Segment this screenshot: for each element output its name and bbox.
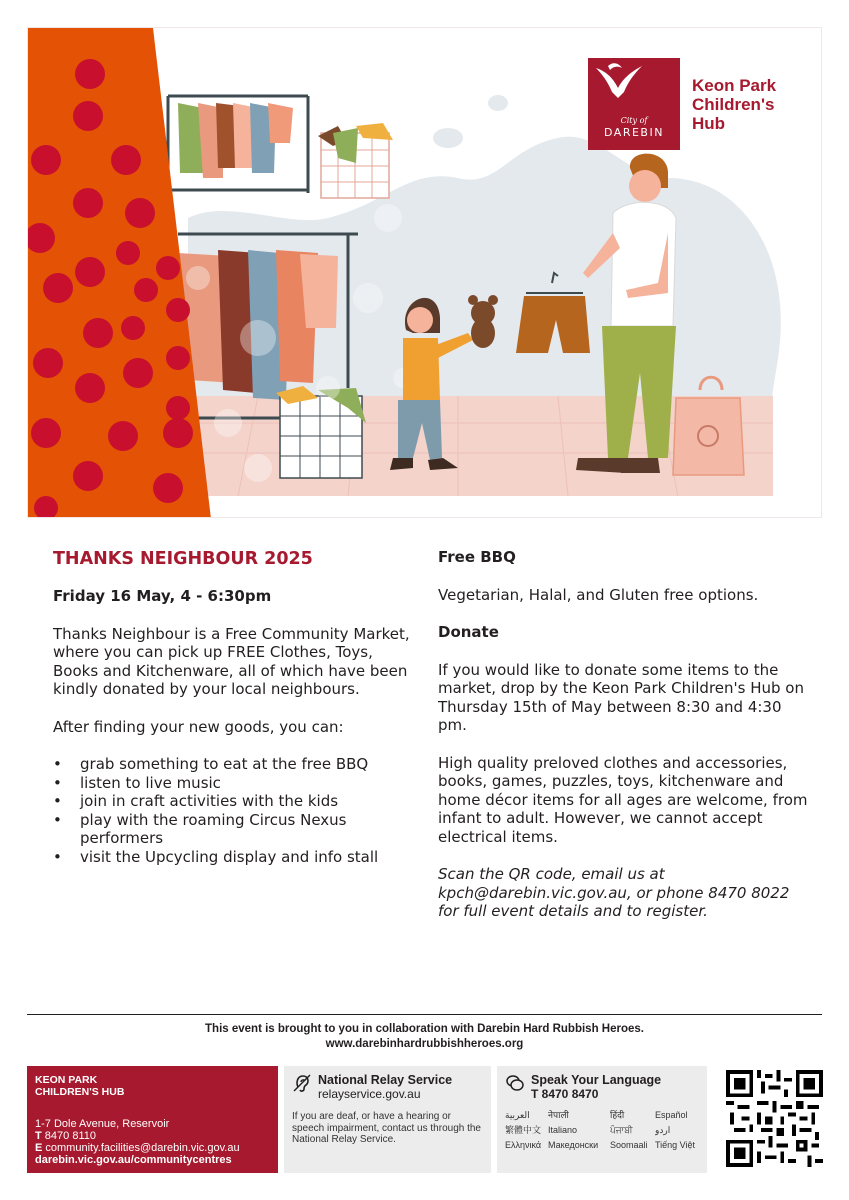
bbq-heading: Free BBQ [438, 548, 516, 566]
language-title: Speak Your Language [531, 1073, 662, 1087]
collaboration-text: This event is brought to you in collaboration with Darebin Hard Rubbish Heroes. [205, 1023, 644, 1035]
activities-intro: After finding your new goods, you can: [53, 717, 344, 736]
hub-contact-details [35, 1118, 270, 1166]
contact-call-to-action: Scan the QR code, email us at kpch@darebin.vic.gov.au, or phone 8470 8022 for full event details and to register. [438, 865, 790, 920]
list-item: • join in craft activities with the kids [53, 792, 413, 811]
relay-title: National Relay Service [318, 1073, 453, 1087]
speech-bubbles-icon [505, 1073, 525, 1093]
relay-description: If you are deaf, or have a hearing or speech impairment, contact us through the National Relay Service. [292, 1111, 481, 1145]
language-item: Tiếng Việt [655, 1140, 696, 1150]
venue-name-line: Hub [692, 113, 726, 133]
language-item: Ελληνικά [505, 1140, 542, 1150]
donate-heading: Donate [438, 623, 499, 641]
donate-text: If you would like to donate some items to the market, drop by the Keon Park Children's Hub on Thursday 15th of May between 8:30 and 4:30 pm. [438, 660, 804, 734]
relay-header [292, 1073, 483, 1101]
language-item: العربية [505, 1110, 530, 1120]
list-item: • listen to live music [53, 774, 413, 793]
activities-list [53, 755, 413, 866]
language-item: नेपाली [548, 1110, 569, 1120]
language-item: Español [655, 1110, 688, 1120]
hub-phone-row [35, 1130, 270, 1142]
hub-contact-block [27, 1066, 278, 1173]
hub-name-line: KEON PARK [35, 1074, 98, 1086]
language-list [505, 1110, 699, 1151]
event-date-time: Friday 16 May, 4 - 6:30pm [53, 587, 272, 605]
event-title: THANKS NEIGHBOUR 2025 [53, 549, 313, 569]
collaboration-notice [27, 1022, 822, 1052]
bbq-donate-column [438, 546, 808, 940]
venue-name-line: Keon Park [692, 75, 777, 95]
hero-illustration [27, 27, 822, 518]
hub-website-link[interactable]: darebin.vic.gov.au/communitycentres [35, 1154, 232, 1166]
list-item: • play with the roaming Circus Nexus performers [53, 811, 413, 848]
language-item: 繁體中文 [505, 1125, 542, 1135]
language-item: Македонски [548, 1140, 599, 1150]
bbq-text: Vegetarian, Halal, and Gluten free options. [438, 585, 759, 604]
event-details-column [53, 546, 413, 866]
darebin-logo-block [588, 58, 808, 150]
logo-city-of: City of [620, 116, 648, 125]
relay-website-link[interactable]: relayservice.gov.au [318, 1087, 421, 1101]
hub-name-line: CHILDREN'S HUB [35, 1086, 125, 1098]
hub-email-row [35, 1142, 270, 1154]
national-relay-service-block [284, 1066, 491, 1173]
language-item: Italiano [548, 1125, 578, 1135]
speak-your-language-block [497, 1066, 707, 1173]
language-item: Soomaali [610, 1140, 648, 1150]
hub-address: 1-7 Dole Avenue, Reservoir [35, 1118, 170, 1130]
logo-darebin: DAREBIN [604, 126, 664, 139]
phone-label: T [35, 1130, 42, 1142]
language-header [505, 1073, 699, 1101]
bird-emblem-icon [588, 58, 648, 102]
language-phone[interactable]: T 8470 8470 [531, 1087, 599, 1101]
list-item: • grab something to eat at the free BBQ [53, 755, 413, 774]
email-label: E [35, 1142, 43, 1154]
hub-email[interactable]: community.facilities@darebin.vic.gov.au [45, 1142, 240, 1154]
donate-accepted-items: High quality preloved clothes and accessories, books, games, puzzles, toys, kitchenware and home décor items for all ages are welcome, from infant to adult. However, we cannot accept electrical items. [438, 753, 808, 846]
list-item: • visit the Upcycling display and info stall [53, 848, 413, 867]
hub-phone[interactable]: 8470 8110 [44, 1130, 96, 1142]
event-intro: Thanks Neighbour is a Free Community Market, where you can pick up FREE Clothes, Toys, Books and Kitchenware, all of which have been kindly donated by your local neighbours. [53, 624, 410, 698]
qr-code-icon[interactable] [726, 1070, 823, 1167]
top-clothes-rack [168, 96, 308, 193]
city-of-darebin-logo [588, 58, 680, 150]
ear-icon [292, 1073, 312, 1093]
hub-name [35, 1074, 270, 1098]
venue-name [692, 76, 776, 133]
language-item: اردو [655, 1125, 671, 1135]
venue-name-line: Children's [692, 94, 775, 114]
language-item: ਪੰਜਾਬੀ [610, 1125, 633, 1135]
footer-divider [27, 1014, 822, 1015]
language-item: हिंदी [610, 1110, 625, 1120]
collaboration-website-link[interactable]: www.darebinhardrubbishheroes.org [325, 1038, 524, 1050]
